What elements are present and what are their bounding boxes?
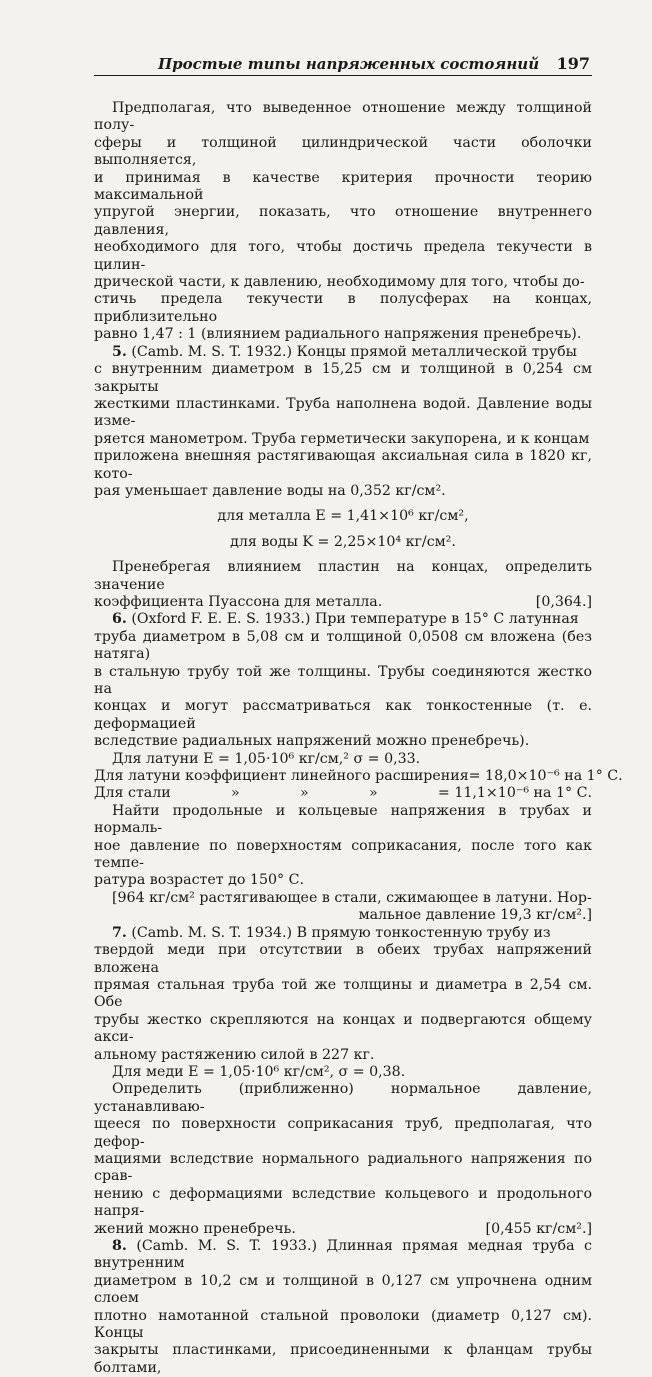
- formula-line: для воды K = 2,25×10⁴ кг/см².: [230, 533, 456, 550]
- problem-7-line: [94, 925, 592, 942]
- text-line: с внутренним диаметром в 15,25 см и толщиной в 0,254 см закрыты: [94, 361, 592, 395]
- text-line: концах и могут рассматриваться как тонкостенные (т. е. деформацией: [94, 698, 592, 732]
- text-line: плотно намотанной стальной проволоки (диаметр 0,127 см). Концы: [94, 1307, 592, 1342]
- answer-line: [94, 594, 592, 611]
- problem-number: 5.: [112, 343, 127, 360]
- coefficient-row: [94, 785, 592, 802]
- formula-line: для металла E = 1,41×10⁶ кг/см²,: [217, 508, 469, 525]
- answer-line: [94, 1221, 592, 1238]
- text-line: ряется манометром. Труба герметически закупорена, и к концам: [94, 430, 590, 447]
- text-line: мациями вследствие нормального радиального напряжения по срав-: [94, 1150, 592, 1185]
- text-line: Найти продольные и кольцевые напряжения в трубах и нормаль-: [94, 802, 592, 837]
- text-line: сферы и толщиной цилиндрической части оболочки выполняется,: [94, 134, 592, 169]
- ditto-mark: »: [368, 785, 378, 802]
- text-line: (Camb. M. S. T. 1934.) В прямую тонкостенную трубу из: [131, 924, 551, 941]
- text-line: коэффициента Пуассона для металла.: [94, 593, 383, 610]
- text-line: приложена внешняя растягивающая аксиальная сила в 1820 кг, кото-: [94, 448, 592, 482]
- text-line: трубы жестко скрепляются на концах и подвергаются общему акси-: [94, 1011, 592, 1046]
- text-line: дрической части, к давлению, необходимому для того, чтобы до-: [94, 274, 585, 291]
- text-line: Предполагая, что выведенное отношение между толщиной полу-: [94, 100, 592, 134]
- text-line: нению с деформациями вследствие кольцевого и продольного напря-: [94, 1185, 592, 1220]
- answer: [0,364.]: [535, 593, 592, 610]
- text-line: Для меди E = 1,05·10⁶ кг/см², σ = 0,38.: [112, 1063, 406, 1080]
- problem-number: 7.: [112, 924, 127, 941]
- text-line: в стальную трубу той же толщины. Трубы соединяются жестко на: [94, 663, 592, 697]
- text-line: жений можно пренебречь.: [94, 1220, 296, 1237]
- problem-6-line: [94, 611, 592, 628]
- text-line: диаметром в 10,2 см и толщиной в 0,127 см упрочнена одним слоем: [94, 1272, 592, 1307]
- book-page: [94, 54, 623, 1377]
- text-line: Для стали: [94, 785, 171, 802]
- page-number: 197: [556, 54, 590, 73]
- text-line: Для латуни E = 1,05·10⁶ кг/см,² σ = 0,33.: [112, 750, 421, 767]
- ditto-mark: »: [231, 785, 240, 802]
- value: = 18,0×10⁻⁶ на 1° С.: [468, 768, 623, 785]
- answer-line: мальное давление 19,3 кг/см².]: [358, 907, 592, 924]
- running-header: [94, 54, 592, 76]
- chapter-title: Простые типы напряженных состояний: [158, 55, 540, 73]
- text-line: рая уменьшает давление воды на 0,352 кг/см².: [94, 482, 446, 499]
- answer-line: [964 кг/см² растягивающее в стали, сжимающее в латуни. Нор-: [112, 889, 592, 906]
- text-line: ное давление по поверхностям соприкасания, после того как темпе-: [94, 837, 592, 872]
- text-line: вследствие радиальных напряжений можно пренебречь).: [94, 733, 530, 750]
- text-line: труба диаметром в 5,08 см и толщиной 0,0508 см вложена (без натяга): [94, 628, 592, 663]
- value: = 11,1×10⁻⁶ на 1° С.: [437, 785, 592, 802]
- ditto-mark: »: [299, 785, 309, 802]
- answer: [0,455 кг/см².]: [485, 1220, 592, 1237]
- text-line: твердой меди при отсутствии в обеих трубах напряжений вложена: [94, 942, 592, 976]
- text-line: (Camb. M. S. T. 1932.) Концы прямой металлической трубы: [131, 343, 577, 360]
- coefficient-row: [94, 768, 623, 785]
- problem-5-line: [94, 344, 592, 361]
- text-line: и принимая в качестве критерия прочности теорию максимальной: [94, 169, 592, 204]
- text-line: равно 1,47 : 1 (влиянием радиального напряжения пренебречь).: [94, 326, 582, 343]
- problem-8-line: [94, 1238, 592, 1273]
- text-line: жесткими пластинками. Труба наполнена водой. Давление воды изме-: [94, 395, 592, 430]
- text-line: Пренебрегая влиянием пластин на концах, определить значение: [94, 559, 592, 593]
- page-body: [94, 100, 623, 1377]
- text-line: закрыты пластинками, присоединенными к фланцам трубы болтами,: [94, 1342, 592, 1376]
- text-line: (Oxford F. E. E. S. 1933.) При температуре в 15° С латунная: [131, 611, 579, 628]
- text-line: прямая стальная труба той же толщины и диаметра в 2,54 см. Обе: [94, 976, 592, 1011]
- problem-number: 8.: [112, 1238, 127, 1254]
- text-line: стичь предела текучести в полусферах на концах, приблизительно: [94, 291, 592, 325]
- text-line: (Camb. M. S. T. 1933.) Длинная прямая медная труба с внутренним: [94, 1238, 592, 1272]
- text-line: Для латуни коэффициент линейного расширения: [94, 768, 469, 785]
- text-line: Определить (приближенно) нормальное давление, устанавливаю-: [94, 1081, 592, 1115]
- text-line: альному растяжению силой в 227 кг.: [94, 1046, 375, 1063]
- text-line: необходимого для того, чтобы достичь предела текучести в цилин-: [94, 239, 592, 273]
- problem-number: 6.: [112, 611, 127, 628]
- text-line: упругой энергии, показать, что отношение внутреннего давления,: [94, 204, 592, 238]
- text-line: ратура возрастет до 150° С.: [94, 872, 304, 889]
- text-line: щееся по поверхности соприкасания труб, предполагая, что дефор-: [94, 1116, 592, 1150]
